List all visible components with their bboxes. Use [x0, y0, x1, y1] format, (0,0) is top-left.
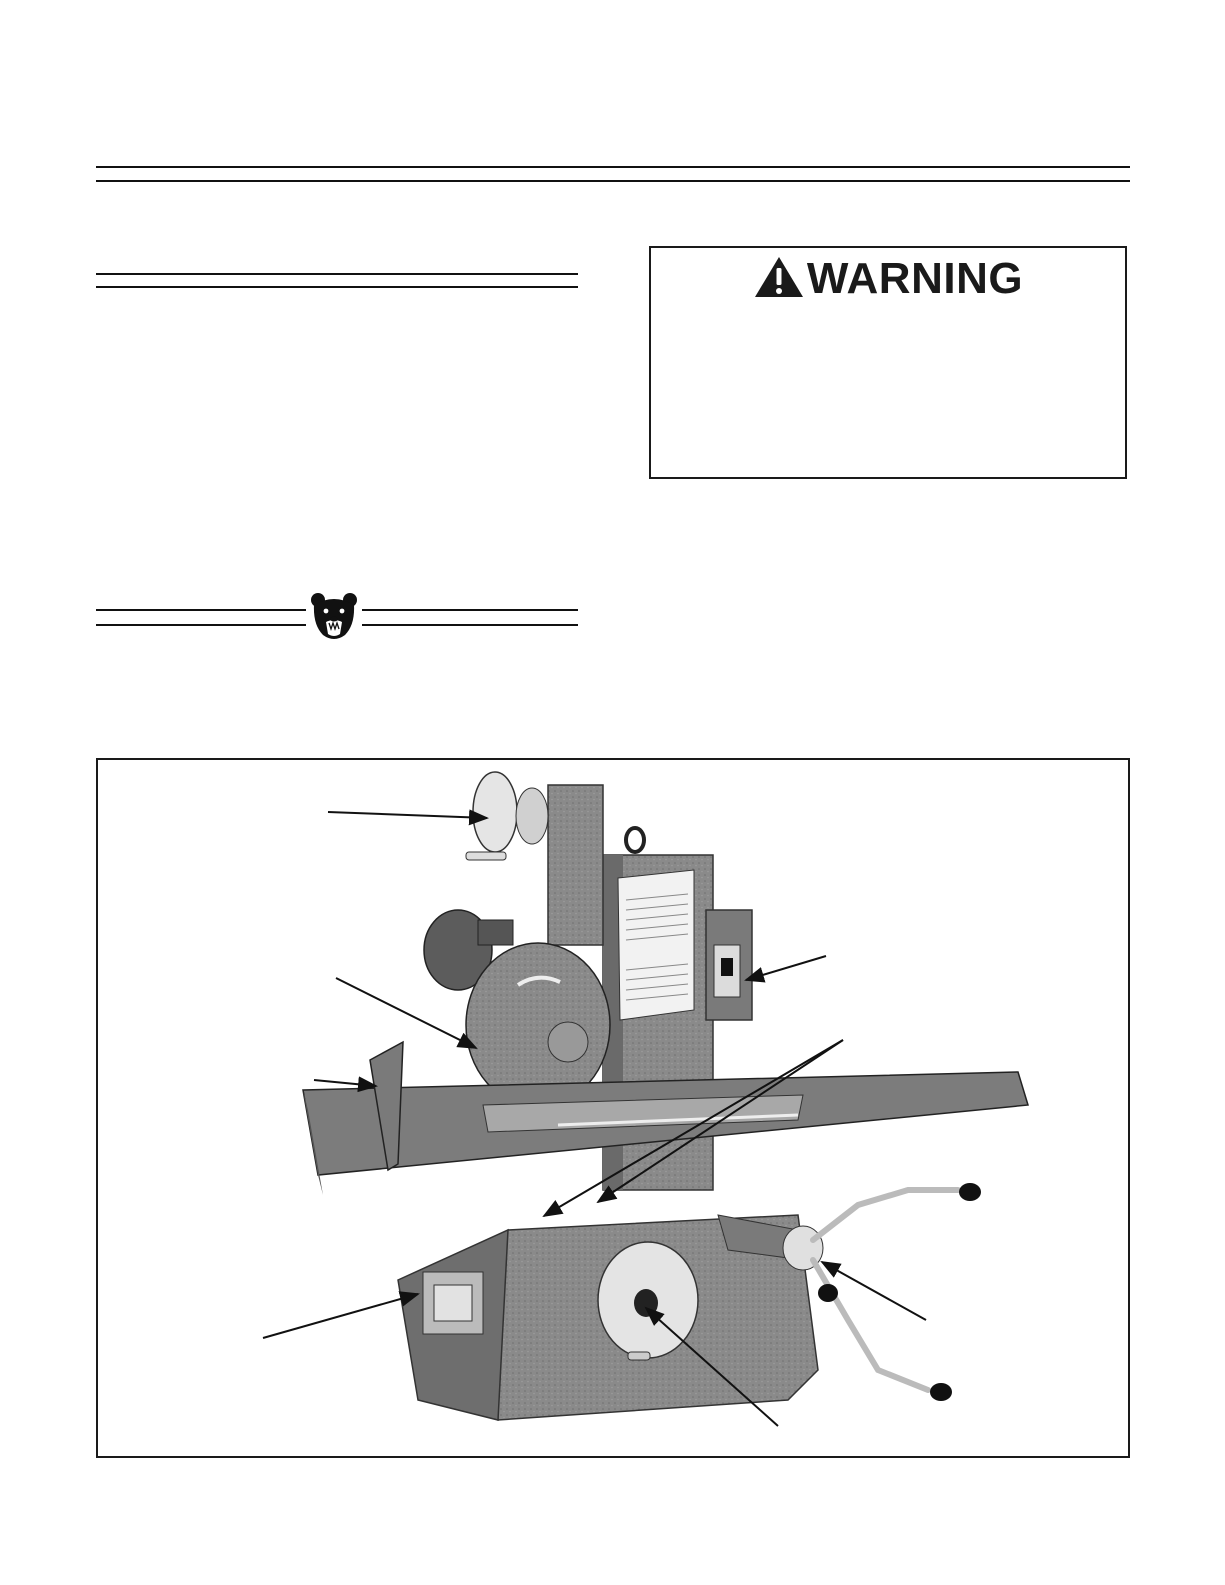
- divider-rule-left-bottom: [96, 624, 306, 626]
- header-rule-bottom: [96, 180, 1130, 182]
- bear-head-logo-icon: [309, 591, 359, 643]
- header-rule-top: [96, 166, 1130, 168]
- surface-grinder-machine-photo: [98, 760, 1128, 1456]
- section-rule-top: [96, 273, 578, 275]
- divider-rule-right-top: [362, 609, 578, 611]
- divider-rule-left-top: [96, 609, 306, 611]
- warning-triangle-icon: [753, 255, 805, 299]
- machine-figure: [96, 758, 1130, 1458]
- warning-title-text: WARNING: [806, 254, 1024, 303]
- divider-rule-right-bottom: [362, 624, 578, 626]
- warning-box: [649, 246, 1127, 479]
- warning-heading: [651, 254, 1125, 304]
- section-rule-bottom: [96, 286, 578, 288]
